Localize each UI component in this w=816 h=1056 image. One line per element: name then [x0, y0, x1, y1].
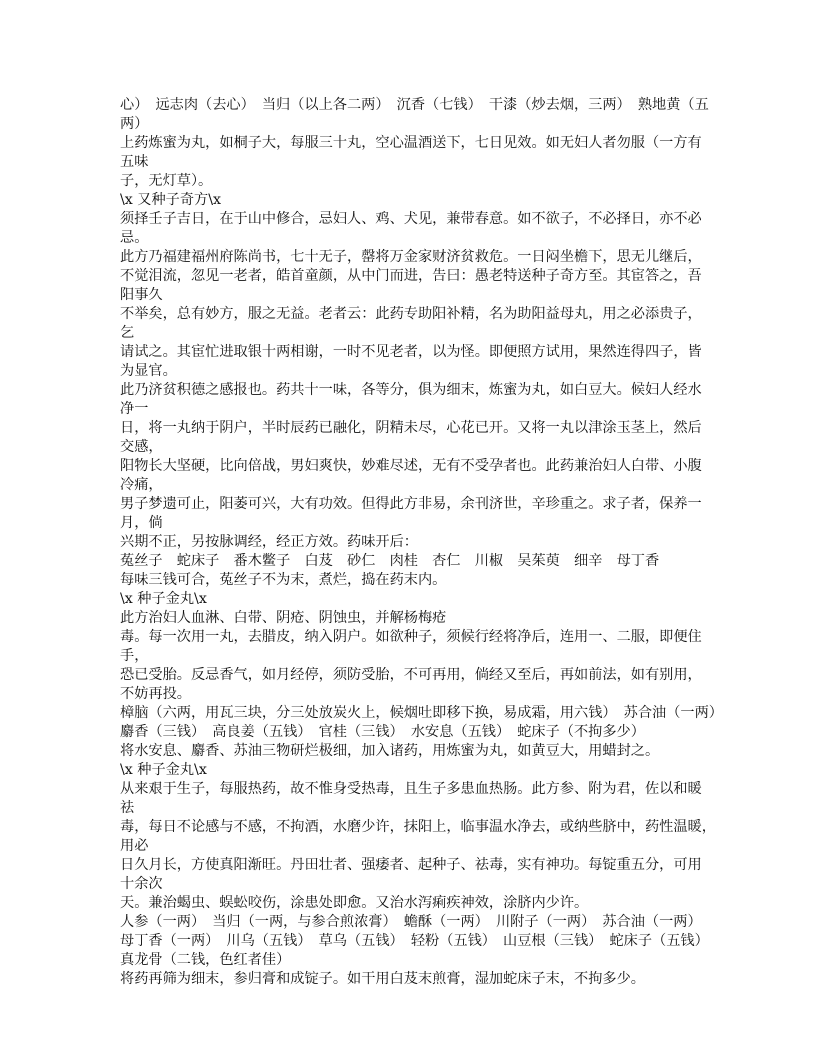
section-heading: \x 种子金丸\x: [120, 591, 207, 607]
document-page: [120, 96, 723, 989]
text-line: 毒。每一次用一丸，去腊皮，纳入阴户。如欲种子，须候行经将净后，连用一、二服，即便住: [120, 629, 702, 645]
ingredient-line: 樟脑（六两，用瓦三块，分三处放炭火上，候烟吐即移下换，易成霜，用六钱） 苏合油（一两）: [120, 705, 723, 721]
text-line: 恐已受胎。反忌香气，如月经停，须防受胎，不可再用，倘经又至后，再如前法，如有别用，: [120, 667, 702, 683]
ingredient-line: 真龙骨（二钱，色红者佳）: [120, 952, 291, 968]
ingredient-line: 母丁香（一两） 川乌（五钱） 草乌（五钱） 轻粉（五钱） 山豆根（三钱） 蛇床子（五钱）: [120, 933, 709, 949]
text-line: 此方治妇人血淋、白带、阴疮、阴蚀虫，并解杨梅疮: [120, 610, 447, 626]
text-line: 手，: [120, 648, 149, 664]
text-line: 将药再筛为细末，参归膏和成锭子。如干用白芨末煎膏，湿加蛇床子末，不拘多少。: [120, 971, 645, 987]
text-line: 男子梦遗可止，阳萎可兴，大有功效。但得此方非易，余刊济世，辛珍重之。求子者，保养一: [120, 496, 702, 512]
text-line: 祛: [120, 800, 135, 816]
text-line: 不举矣，总有妙方，服之无益。老者云：此药专助阳补精，名为助阳益母丸，用之必添贵子，: [120, 306, 702, 322]
text-line: 毒，每日不论感与不感，不拘酒，水磨少许，抹阳上，临事温水净去，或纳些脐中，药性温暖，: [120, 819, 716, 835]
text-line: 此方乃福建福州府陈尚书，七十无子，罄将万金家财济贫救危。一日闷坐檐下，思无儿继后，: [120, 249, 702, 265]
text-line: 不妨再投。: [120, 686, 191, 702]
ingredient-line: 人参（一两） 当归（一两，与参合煎浓膏） 蟾酥（一两） 川附子（一两） 苏合油（一两）: [120, 914, 702, 930]
text-line: 五味: [120, 154, 149, 170]
text-line: 日，将一丸纳于阴户，半时辰药已融化，阴精未尽，心花已开。又将一丸以津涂玉茎上，然后: [120, 420, 702, 436]
text-line: 阳事久: [120, 287, 163, 303]
text-line: 将水安息、麝香、苏油三物研烂极细，加入诸药，用炼蜜为丸，如黄豆大，用蜡封之。: [120, 743, 660, 759]
text-line: 请试之。其宦忙进取银十两相谢，一时不见老者，以为怪。即便照方试用，果然连得四子，皆: [120, 344, 702, 360]
text-line: 净一: [120, 401, 149, 417]
text-line: 冷痛，: [120, 477, 163, 493]
section-heading: \x 种子金丸\x: [120, 762, 207, 778]
ingredient-line: 麝香（三钱） 高良姜（五钱） 官桂（三钱） 水安息（五钱） 蛇床子（不拘多少）: [120, 724, 645, 740]
section-heading: \x 又种子奇方\x: [120, 192, 222, 208]
text-line: 天。兼治蝎虫、蜈蚣咬伤，涂患处即愈。又治水泻痢疾神效，涂脐内少许。: [120, 895, 589, 911]
text-line: 此乃济贫积德之感报也。药共十一味，各等分，俱为细末，炼蜜为丸，如白豆大。候妇人经水: [120, 382, 702, 398]
text-line: 交感，: [120, 439, 163, 455]
text-line: 上药炼蜜为丸，如桐子大，每服三十丸，空心温酒送下，七日见效。如无妇人者勿服（一方有: [120, 135, 702, 151]
text-line: 须择壬子吉日，在于山中修合，忌妇人、鸡、犬见，兼带春意。如不欲子，不必择日，亦不必: [120, 211, 702, 227]
text-line: 阳物长大坚硬，比向倍战，男妇爽快，妙难尽述，无有不受孕者也。此药兼治妇人白带、小腹: [120, 458, 702, 474]
text-line: 日久月长，方使真阳渐旺。丹田壮者、强痿者、起种子、祛毒，实有神功。每锭重五分，可用: [120, 857, 702, 873]
text-line: 十余次: [120, 876, 163, 892]
ingredient-line: 菟丝子 蛇床子 番木鳖子 白芨 砂仁 肉桂 杏仁 川椒 吴茱萸 细辛 母丁香: [120, 553, 660, 569]
text-line: 乞: [120, 325, 135, 341]
text-line: 忌。: [120, 230, 149, 246]
text-line: 心） 远志肉（去心） 当归（以上各二两） 沉香（七钱） 干漆（炒去烟，三两） 熟地黄（五: [120, 97, 709, 113]
text-line: 每味三钱可合，菟丝子不为末，煮烂，捣在药末内。: [120, 572, 447, 588]
text-line: 兴期不正，另按脉调经，经正方效。药味开后：: [120, 534, 418, 550]
text-line: 两）: [120, 116, 149, 132]
text-line: 子，无灯草）。: [120, 173, 213, 189]
text-line: 月，倘: [120, 515, 163, 531]
text-line: 用必: [120, 838, 149, 854]
text-line: 为显官。: [120, 363, 177, 379]
text-line: 从来艰于生子，每服热药，故不惟身受热毒，且生子多患血热肠。此方参、附为君，佐以和暖: [120, 781, 702, 797]
text-line: 不觉泪流，忽见一老者，皓首童颜，从中门而进，告曰：愚老特送种子奇方至。其宦答之，吾: [120, 268, 702, 284]
